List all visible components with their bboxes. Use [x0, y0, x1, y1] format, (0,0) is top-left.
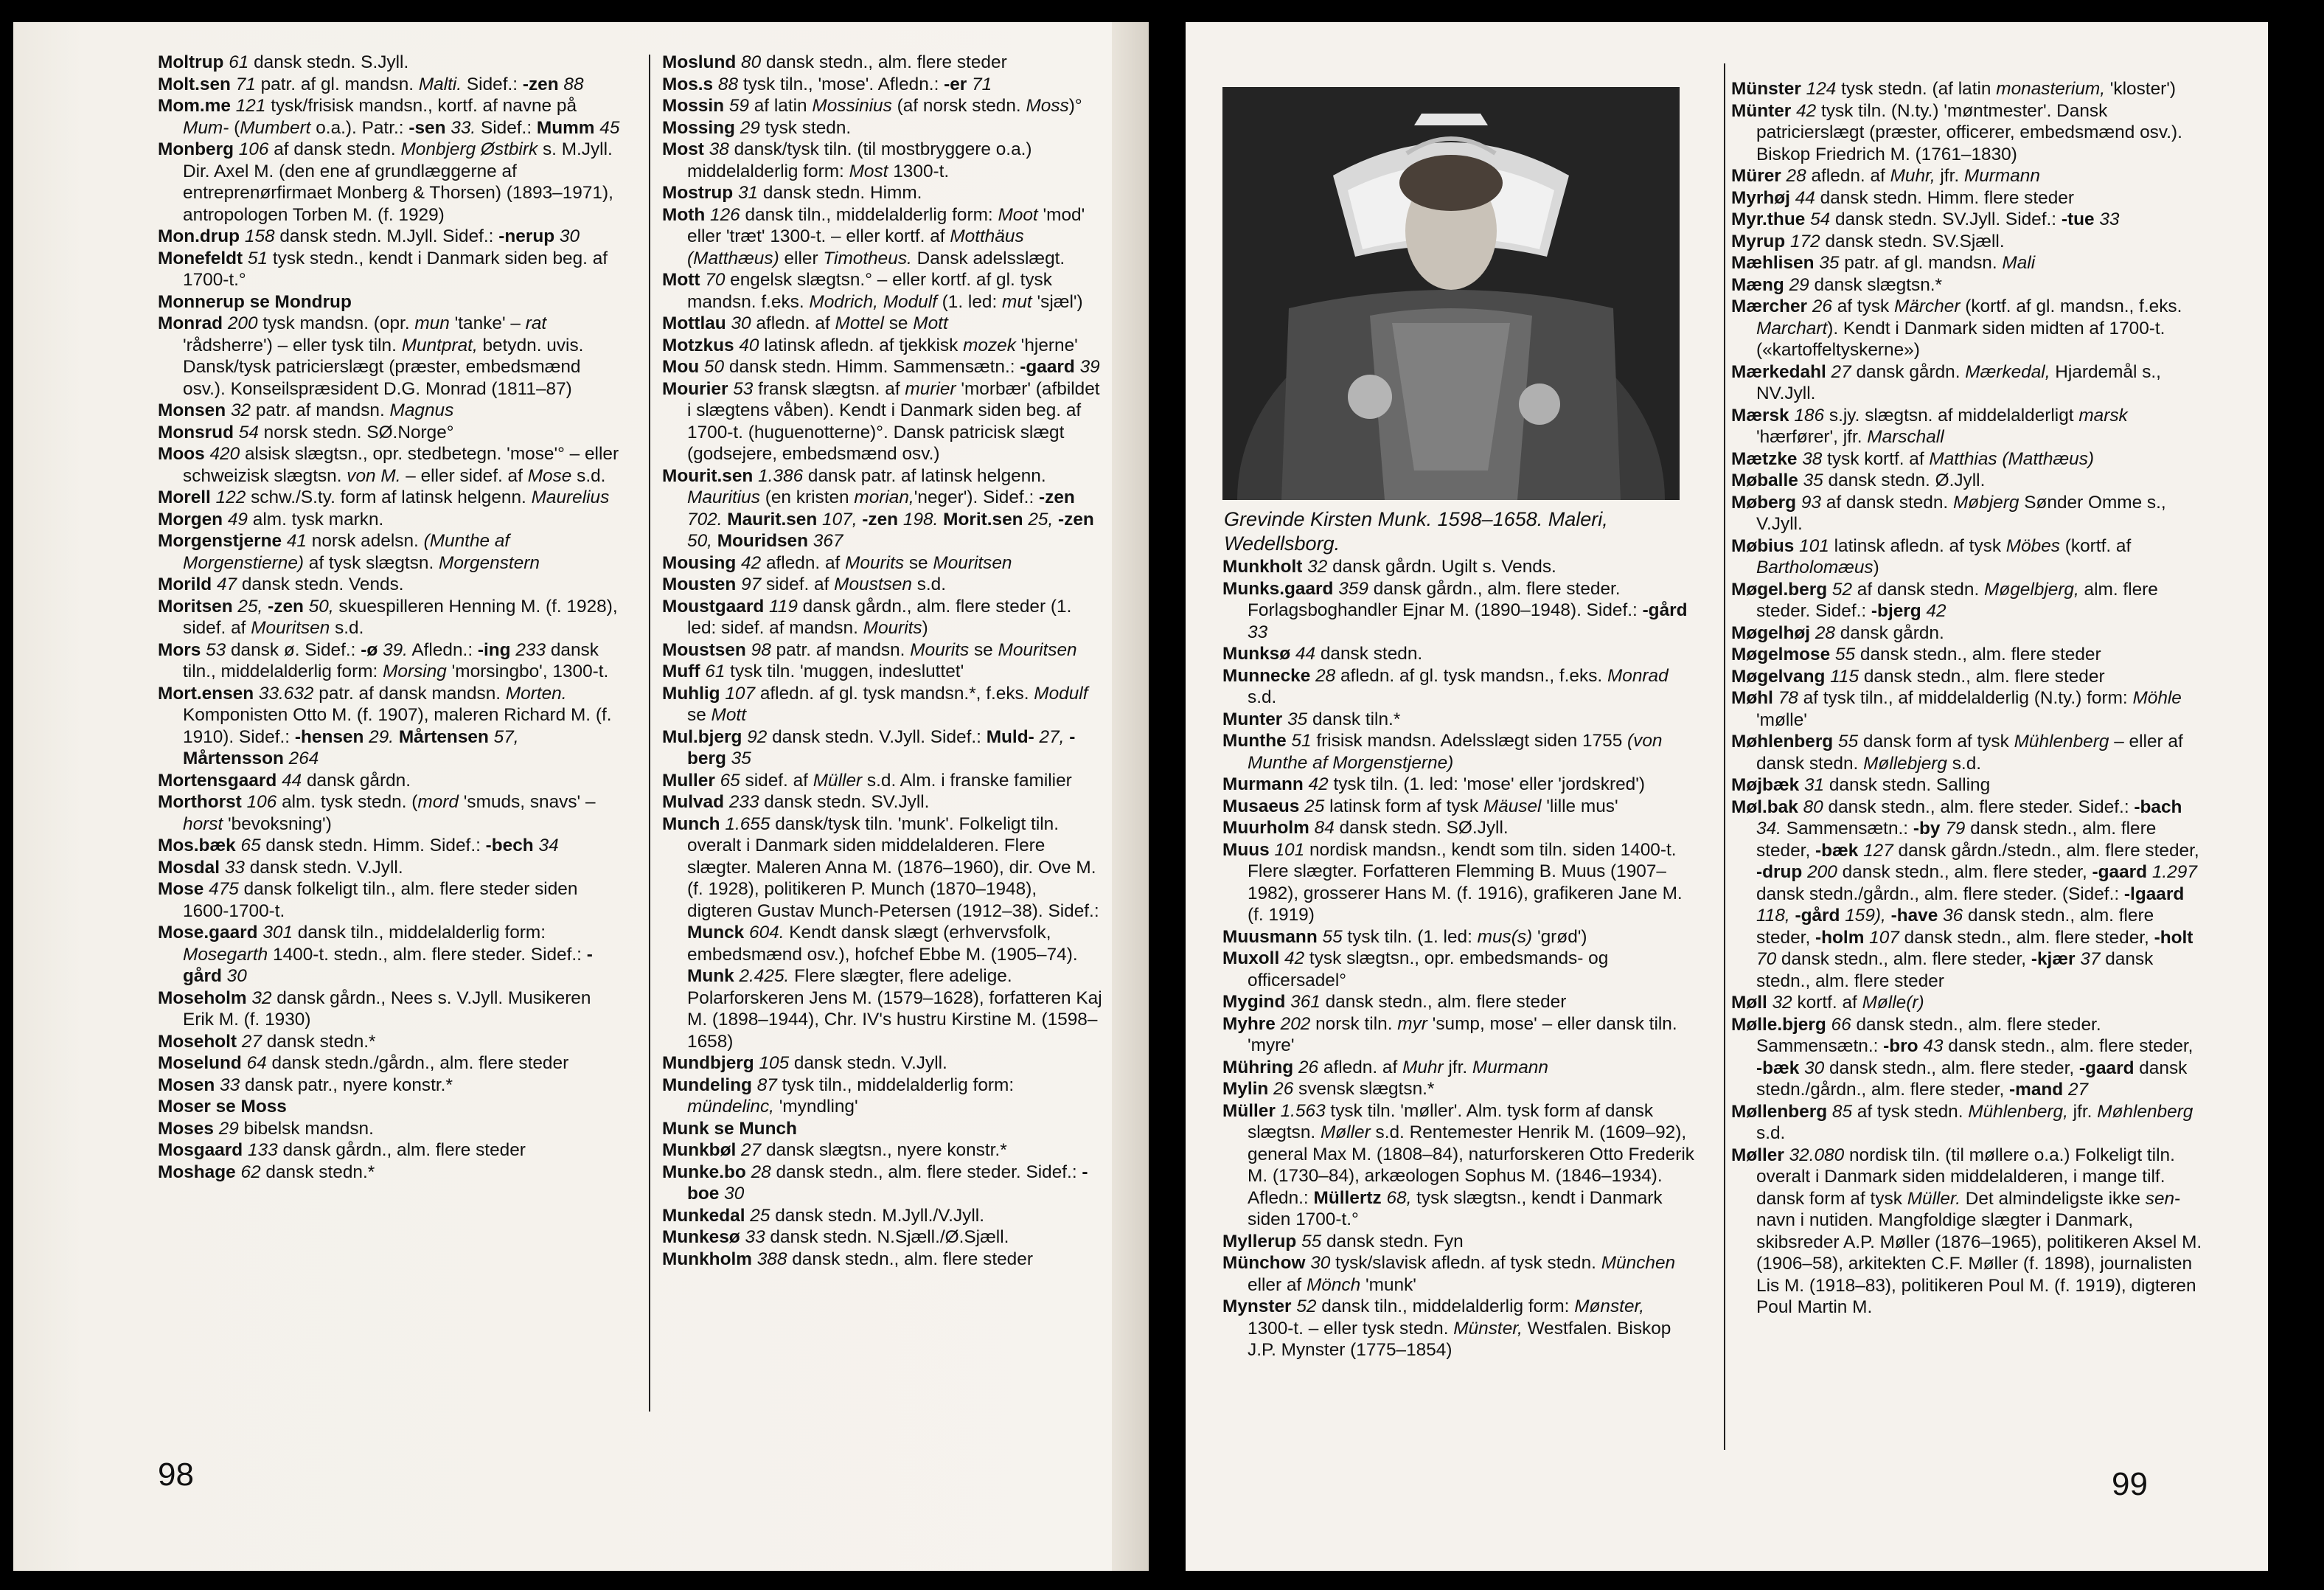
dictionary-entry: Mygind 361 dansk stedn., alm. flere steder — [1222, 992, 1567, 1012]
dictionary-entry: Monrad 200 tysk mandsn. (opr. mun 'tanke' – rat 'rådsherre') – eller tysk tiln. Muntprat, betydn. uvis. Dansk/tysk patricierslægt (præster, embedsmænd osv.). Konseilspræsident D.G. Monrad (1811–87) — [158, 313, 584, 399]
left-column-1 — [158, 52, 624, 1183]
right-page — [1186, 22, 2268, 1571]
dictionary-entry: Mos.bæk 65 dansk stedn. Himm. Sidef.: -bech 34 — [158, 836, 559, 855]
dictionary-entry: Møberg 93 af dansk stedn. Møbjerg Sønder Omme s., V.Jyll. — [1731, 492, 2166, 534]
right-column-1 — [1222, 556, 1694, 1361]
dictionary-entry: Moth 126 dansk tiln., middelalderlig form: Moot 'mod' eller 'træt' 1300-t. – eller kortf. af Motthäus (Matthæus) eller Timotheus. Dansk adelsslægt. — [662, 204, 1085, 268]
dictionary-entry: Munkesø 33 dansk stedn. N.Sjæll./Ø.Sjæll. — [662, 1227, 1009, 1247]
dictionary-entry: Mottlau 30 afledn. af Mottel se Mott — [662, 313, 948, 333]
dictionary-entry: Munnecke 28 afledn. af gl. tysk mandsn., f.eks. Monrad s.d. — [1222, 665, 1669, 707]
page-edge — [1112, 22, 1149, 1571]
dictionary-entry: Munke.bo 28 dansk stedn., alm. flere steder. Sidef.: -boe 30 — [662, 1162, 1088, 1204]
dictionary-entry: Moses 29 bibelsk mandsn. — [158, 1118, 374, 1139]
dictionary-entry: Mundbjerg 105 dansk stedn. V.Jyll. — [662, 1053, 947, 1073]
dictionary-entry: Mossing 29 tysk stedn. — [662, 117, 852, 138]
dictionary-entry: Mousten 97 sidef. af Moustsen s.d. — [662, 574, 947, 594]
dictionary-entry: Møl.bak 80 dansk stedn., alm. flere steder. Sidef.: -bach 34. Sammensætn.: -by 79 dansk stedn., alm. flere steder, -bæk 127 dansk gårdn./stedn., alm. flere steder, -drup 200 dansk stedn., alm. flere steder, -gaard 1.297 dansk stedn./gårdn., alm. flere steder. (Sidef.: -lgaard 118, -gård 159), -have 36 dansk stedn., alm. flere steder, -holm 107 dansk stedn., alm. flere steder, -holt 70 dansk stedn., alm. flere steder, -kjær 37 dansk stedn., alm. flere steder — [1731, 796, 2199, 991]
dictionary-entry: Münter 42 tysk tiln. (N.ty.) 'møntmester'. Dansk patricierslægt (præster, officerer, embedsmænd osv.). Biskop Friedrich M. (1761–1830) — [1731, 100, 2182, 164]
dictionary-entry: Myr.thue 54 dansk stedn. SV.Jyll. Sidef.: -tue 33 — [1731, 209, 2120, 229]
dictionary-entry: Motzkus 40 latinsk afledn. af tjekkisk mozek 'hjerne' — [662, 335, 1078, 355]
dictionary-entry: Møballe 35 dansk stedn. Ø.Jyll. — [1731, 471, 1986, 490]
dictionary-entry: Moslund 80 dansk stedn., alm. flere steder — [662, 52, 1007, 72]
dictionary-entry: Mosgaard 133 dansk gårdn., alm. flere steder — [158, 1140, 526, 1160]
dictionary-entry: Mundeling 87 tysk tiln., middelalderlig form: mündelinc, 'myndling' — [662, 1075, 1015, 1117]
dictionary-entry: Morild 47 dansk stedn. Vends. — [158, 574, 404, 594]
dictionary-entry: Mærkedahl 27 dansk gårdn. Mærkedal, Hjardemål s., NV.Jyll. — [1731, 361, 2161, 403]
dictionary-entry: Munkedal 25 dansk stedn. M.Jyll./V.Jyll. — [662, 1205, 984, 1226]
dictionary-entry: Morell 122 schw./S.ty. form af latinsk helgenn. Maurelius — [158, 487, 610, 507]
column-rule — [1724, 63, 1725, 1450]
dictionary-entry: Munthe 51 frisisk mandsn. Adelsslægt siden 1755 (von Munthe af Morgenstjerne) — [1222, 731, 1663, 773]
dictionary-entry: Mort.ensen 33.632 patr. af dansk mandsn. Morten. Komponisten Otto M. (f. 1907), maleren Richard M. (f. 1910). Sidef.: -hensen 29. Mårtensen 57, Mårtensson 264 — [158, 683, 612, 768]
dictionary-entry: Musaeus 25 latinsk form af tysk Mäusel 'lille mus' — [1222, 796, 1618, 816]
dictionary-entry: Møgelmose 55 dansk stedn., alm. flere steder — [1731, 645, 2101, 664]
dictionary-entry: Münster 124 tysk stedn. (af latin monasterium, 'kloster') — [1731, 79, 2177, 99]
left-column-2 — [662, 52, 1104, 1270]
dictionary-entry: Møjbæk 31 dansk stedn. Salling — [1731, 775, 1991, 795]
dictionary-entry: Morgenstjerne 41 norsk adelsn. (Munthe af Morgenstierne) af tysk slægtsn. Morgenstern — [158, 531, 540, 573]
dictionary-entry: Mulvad 233 dansk stedn. SV.Jyll. — [662, 792, 930, 812]
dictionary-entry: Mætzke 38 tysk kortf. af Matthias (Matthæus) — [1731, 448, 2095, 469]
dictionary-entry: Møller 32.080 nordisk tiln. (til møllere o.a.) Folkeligt tiln. overalt i Danmark siden middelalderen, i mange tilf. dansk form af tysk Müller. Det almindeligste ikke sen-navn i nutiden. Mangfoldige slægter i Danmark, skibsreder A.P. Møller (1876–1965), politikeren Aksel M. (1906–58), arkitekten C.F. Møller (f. 1898), journalisten Lis M. (1918–83), politikeren Poul M. (f. 1919), digteren Poul Martin M. — [1731, 1145, 2202, 1317]
dictionary-entry: Mølle.bjerg 66 dansk stedn., alm. flere steder. Sammensætn.: -bro 43 dansk stedn., alm. flere steder, -bæk 30 dansk stedn., alm. flere steder, -gaard dansk stedn./gårdn., alm. flere steder, -mand 27 — [1731, 1014, 2193, 1100]
dictionary-entry: Mom.me 121 tysk/frisisk mandsn., kortf. af navne på Mum- (Mumbert o.a.). Patr.: -sen 33. Sidef.: Mumm 45 — [158, 96, 620, 138]
dictionary-entry: Munksø 44 dansk stedn. — [1222, 644, 1423, 664]
dictionary-entry: Moustsen 98 patr. af mandsn. Mourits se Mouritsen — [662, 639, 1077, 660]
dictionary-entry: Molt.sen 71 patr. af gl. mandsn. Malti. Sidef.: -zen 88 — [158, 74, 584, 94]
dictionary-entry: Monefeldt 51 tysk stedn., kendt i Danmark siden beg. af 1700-t.° — [158, 248, 608, 290]
dictionary-entry: Mourit.sen 1.386 dansk patr. af latinsk helgenn. Mauritius (en kristen morian,'neger'). Sidef.: -zen 702. Maurit.sen 107, -zen 198. Morit.sen 25, -zen 50, Mouridsen 367 — [662, 465, 1094, 551]
dictionary-entry: Mæhlisen 35 patr. af gl. mandsn. Mali — [1731, 253, 2036, 273]
dictionary-entry: Monberg 106 af dansk stedn. Monbjerg Østbirk s. M.Jyll. Dir. Axel M. (den ene af grundlæggerne af entreprenørfirmaet Monberg & Thorsen) (1893–1971), antropologen Torben M. (f. 1929) — [158, 139, 613, 225]
dictionary-entry: Munkholm 388 dansk stedn., alm. flere steder — [662, 1249, 1033, 1269]
dictionary-entry: Møllenberg 85 af tysk stedn. Mühlenberg, jfr. Møhlenberg s.d. — [1731, 1101, 2193, 1143]
dictionary-entry: Mortensgaard 44 dansk gårdn. — [158, 770, 411, 791]
dictionary-entry: Mosdal 33 dansk stedn. V.Jyll. — [158, 857, 403, 878]
dictionary-entry: Murmann 42 tysk tiln. (1. led: 'mose' eller 'jordskred') — [1222, 774, 1646, 794]
dictionary-entry: Muller 65 sidef. af Müller s.d. Alm. i franske familier — [662, 770, 1072, 791]
dictionary-entry: Mürer 28 afledn. af Muhr, jfr. Murmann — [1731, 166, 2040, 186]
dictionary-entry: Møbius 101 latinsk afledn. af tysk Möbes (kortf. af Bartholomæus) — [1731, 535, 2132, 577]
dictionary-entry: Munk se Munch — [662, 1118, 797, 1139]
dictionary-entry: Møgelhøj 28 dansk gårdn. — [1731, 622, 1944, 643]
dictionary-entry: Møgel.berg 52 af dansk stedn. Møgelbjerg, alm. flere steder. Sidef.: -bjerg 42 — [1731, 579, 2158, 621]
dictionary-entry: Munter 35 dansk tiln.* — [1222, 709, 1401, 729]
dictionary-entry: Mos.s 88 tysk tiln., 'mose'. Afledn.: -er 71 — [662, 74, 992, 94]
dictionary-entry: Moritsen 25, -zen 50, skuespilleren Henning M. (f. 1928), sidef. af Mouritsen s.d. — [158, 596, 618, 638]
dictionary-entry: Mott 70 engelsk slægtsn.° – eller kortf. af gl. tysk mandsn. f.eks. Modrich, Modulf (1. led: mut 'sjæl') — [662, 270, 1083, 312]
dictionary-entry: Muhlig 107 afledn. af gl. tysk mandsn.*, f.eks. Modulf se Mott — [662, 683, 1088, 725]
dictionary-entry: Munkholt 32 dansk gårdn. Ugilt s. Vends. — [1222, 557, 1556, 577]
dictionary-entry: Mossin 59 af latin Mossinius (af norsk stedn. Moss)° — [662, 96, 1082, 116]
dictionary-entry: Moshage 62 dansk stedn.* — [158, 1162, 375, 1182]
dictionary-entry: Mynster 52 dansk tiln., middelalderlig form: Mønster, 1300-t. – eller tysk stedn. Münster, Westfalen. Biskop J.P. Mynster (1775–1854) — [1222, 1296, 1671, 1360]
dictionary-entry: Münchow 30 tysk/slavisk afledn. af tysk stedn. München eller af Mönch 'munk' — [1222, 1253, 1676, 1295]
dictionary-entry: Monsen 32 patr. af mandsn. Magnus — [158, 400, 454, 420]
dictionary-entry: Møgelvang 115 dansk stedn., alm. flere steder — [1731, 666, 2105, 687]
portrait-image — [1222, 87, 1680, 500]
dictionary-entry: Monnerup se Mondrup — [158, 291, 352, 312]
dictionary-entry: Müller 1.563 tysk tiln. 'møller'. Alm. tysk form af dansk slægtsn. Møller s.d. Rentemester Henrik M. (1609–92), general Max M. (1808–84), naturforskeren Otto Frederik M. (1730–84), arkæologen Sophus M. (1846–1934). Afledn.: Müllertz 68, tysk slægtsn., kendt i Danmark siden 1700-t.° — [1222, 1100, 1694, 1229]
dictionary-entry: Morgen 49 alm. tysk markn. — [158, 509, 384, 530]
dictionary-entry: Moser se Moss — [158, 1097, 287, 1117]
dictionary-entry: Mæng 29 dansk slægtsn.* — [1731, 274, 1943, 295]
right-column-2 — [1731, 78, 2203, 1319]
dictionary-entry: Møhlenberg 55 dansk form af tysk Mühlenberg – eller af dansk stedn. Møllebjerg s.d. — [1731, 732, 2183, 774]
dictionary-entry: Mou 50 dansk stedn. Himm. Sammensætn.: -gaard 39 — [662, 357, 1100, 377]
dictionary-entry: Muusmann 55 tysk tiln. (1. led: mus(s) 'grød') — [1222, 926, 1587, 947]
column-rule — [649, 55, 650, 1412]
dictionary-entry: Mors 53 dansk ø. Sidef.: -ø 39. Afledn.: -ing 233 dansk tiln., middelalderlig form: Morsing 'morsingbo', 1300-t. — [158, 639, 609, 681]
dictionary-entry: Monsrud 54 norsk stedn. SØ.Norge° — [158, 422, 454, 442]
dictionary-entry: Myrhøj 44 dansk stedn. Himm. flere steder — [1731, 187, 2074, 208]
dictionary-entry: Munks.gaard 359 dansk gårdn., alm. flere steder. Forlagsboghandler Ejnar M. (1890–1948). Sidef.: -gård 33 — [1222, 578, 1688, 642]
dictionary-entry: Most 38 dansk/tysk tiln. (til mostbryggere o.a.) middelalderlig form: Most 1300-t. — [662, 139, 1032, 181]
dictionary-entry: Moos 420 alsisk slægtsn., opr. stedbetegn. 'mose'° – eller schweizisk slægtsn. von M. – eller sidef. af Mose s.d. — [158, 444, 619, 486]
dictionary-entry: Muxoll 42 tysk slægtsn., opr. embedsmands- og officersadel° — [1222, 948, 1609, 990]
left-page — [13, 22, 1149, 1571]
dictionary-entry: Mylin 26 svensk slægtsn.* — [1222, 1079, 1435, 1099]
dictionary-entry: Myhre 202 norsk tiln. myr 'sump, mose' – eller dansk tiln. 'myre' — [1222, 1013, 1677, 1055]
page-number: 99 — [2112, 1466, 2148, 1502]
dictionary-entry: Mousing 42 afledn. af Mourits se Mouritsen — [662, 552, 1012, 573]
dictionary-entry: Morthorst 106 alm. tysk stedn. (mord 'smuds, snavs' – horst 'bevoksning') — [158, 792, 596, 834]
dictionary-entry: Mose 475 dansk folkeligt tiln., alm. flere steder siden 1600-1700-t. — [158, 879, 578, 921]
dictionary-entry: Mul.bjerg 92 dansk stedn. V.Jyll. Sidef.: Muld- 27, -berg 35 — [662, 726, 1076, 768]
dictionary-entry: Mostrup 31 dansk stedn. Himm. — [662, 183, 922, 203]
dictionary-entry: Moseholm 32 dansk gårdn., Nees s. V.Jyll. Musikeren Erik M. (f. 1930) — [158, 987, 591, 1030]
dictionary-entry: Myllerup 55 dansk stedn. Fyn — [1222, 1231, 1464, 1251]
figure-caption: Grevinde Kirsten Munk. 1598–1658. Maleri, Wedellsborg. — [1224, 508, 1608, 555]
dictionary-entry: Mærcher 26 af tysk Märcher (kortf. af gl. mandsn., f.eks. Marchart). Kendt i Danmark siden midten af 1700-t. («kartoffeltyskerne») — [1731, 296, 2182, 360]
dictionary-entry: Moltrup 61 dansk stedn. S.Jyll. — [158, 52, 409, 72]
dictionary-entry: Mourier 53 fransk slægtsn. af murier 'morbær' (afbildet i slægtens våben). Kendt i Danmark siden beg. af 1700-t. (huguenotterne)°. Dansk patricisk slægt (godsejere, embedsmænd osv.) — [662, 378, 1100, 464]
dictionary-entry: Mühring 26 afledn. af Muhr jfr. Murmann — [1222, 1057, 1548, 1077]
dictionary-entry: Moustgaard 119 dansk gårdn., alm. flere steder (1. led: sidef. af mandsn. Mourits) — [662, 596, 1072, 638]
dictionary-entry: Møhl 78 af tysk tiln., af middelalderlig (N.ty.) form: Möhle 'mølle' — [1731, 688, 2182, 730]
dictionary-entry: Mosen 33 dansk patr., nyere konstr.* — [158, 1075, 453, 1095]
dictionary-entry: Munch 1.655 dansk/tysk tiln. 'munk'. Folkeligt tiln. overalt i Danmark siden middelalderen. Flere slægter. Maleren Anna M. (1876–1960), dir. Ove M. (f. 1928), politikeren P. Munch (1870–1948), digteren Gustav Munch-Petersen (1912–38). Sidef.: Munck 604. Kendt dansk slægt (erhvervsfolk, embedsmænd osv.), hofchef Ebbe M. (1905–74). Munk 2.425. Flere slægter, flere adelige. Polarforskeren Jens M. (1579–1628), forfatteren Kaj M. (1898–1944), Chr. IV's hustru Kirstine M. (1598–1658) — [662, 813, 1102, 1052]
dictionary-entry: Moselund 64 dansk stedn./gårdn., alm. flere steder — [158, 1053, 569, 1073]
dictionary-entry: Muus 101 nordisk mandsn., kendt som tiln. siden 1400-t. Flere slægter. Forfatteren Flemming B. Muus (1907–1982), grosserer Hans M. (f. 1916), grafikeren Jane M. (f. 1919) — [1222, 839, 1683, 925]
dictionary-entry: Møll 32 kortf. af Mølle(r) — [1731, 993, 1924, 1013]
dictionary-entry: Muurholm 84 dansk stedn. SØ.Jyll. — [1222, 818, 1509, 838]
dictionary-entry: Muff 61 tysk tiln. 'muggen, indesluttet' — [662, 662, 964, 681]
dictionary-entry: Munkbøl 27 dansk slægtsn., nyere konstr.* — [662, 1140, 1007, 1160]
dictionary-entry: Mose.gaard 301 dansk tiln., middelalderlig form: Mosegarth 1400-t. stedn., alm. flere steder. Sidef.: -gård 30 — [158, 923, 593, 986]
page-number: 98 — [158, 1457, 194, 1493]
dictionary-entry: Myrup 172 dansk stedn. SV.Sjæll. — [1731, 231, 2005, 251]
dictionary-entry: Mærsk 186 s.jy. slægtsn. af middelalderligt marsk 'hærfører', jfr. Marschall — [1731, 405, 2128, 447]
dictionary-entry: Mon.drup 158 dansk stedn. M.Jyll. Sidef.: -nerup 30 — [158, 226, 580, 246]
dictionary-entry: Moseholt 27 dansk stedn.* — [158, 1031, 376, 1052]
